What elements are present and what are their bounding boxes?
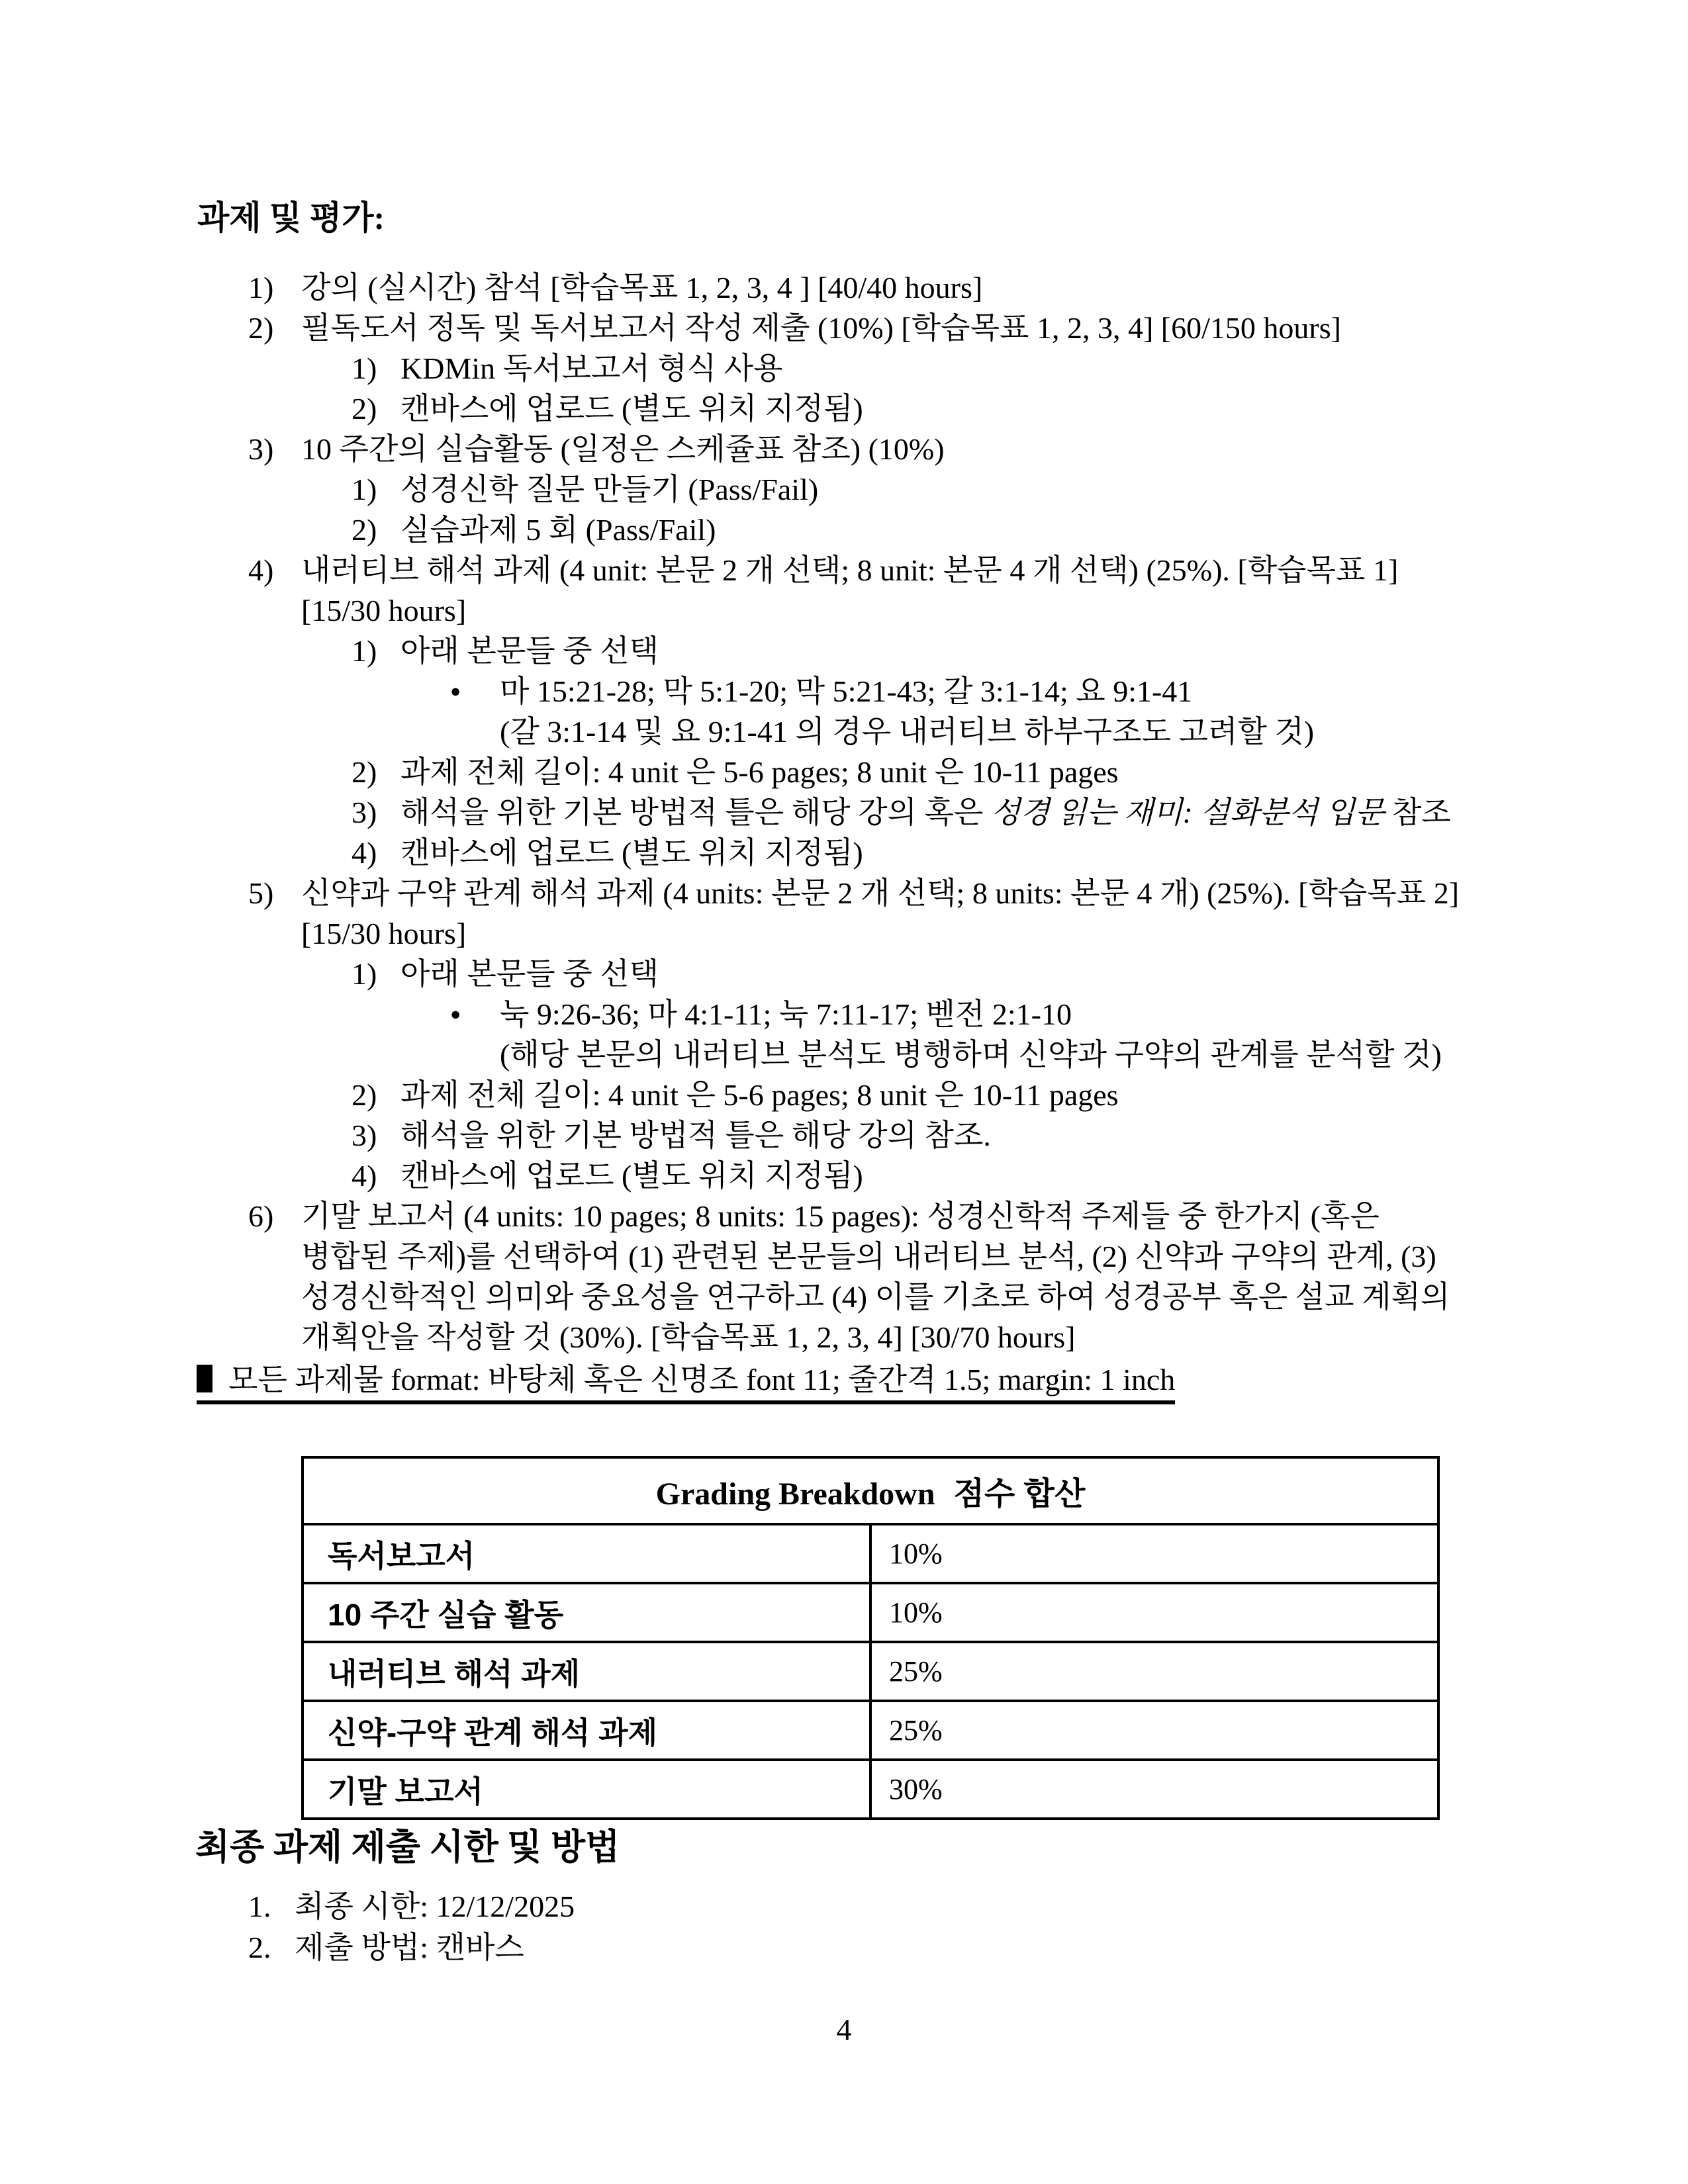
final-list-item [195,1886,575,1927]
table-header-row [303,1457,1438,1524]
list-text: KDMin 독서보고서 형식 사용 [400,351,783,385]
list-line [195,308,1459,348]
list-text: 필독도서 정독 및 독서보고서 작성 제출 (10%) [학습목표 1, 2, 3, 4] [60/150 hours] [301,311,1341,345]
list-line [195,631,1459,671]
table-header-ko: 점수 합산 [953,1477,1086,1512]
list-line [195,429,1459,469]
list-text: 참조 [1384,796,1451,829]
list-marker: 3) [248,432,274,466]
table-row [303,1642,1438,1701]
list-text: 실습과제 5 회 (Pass/Fail) [400,513,716,547]
list-text: 기말 보고서 (4 units: 10 pages; 8 units: 15 pages): 성경신학적 주제들 중 한가지 (혹은 [301,1199,1380,1233]
row-label: 10 주간 실습 활동 [303,1583,870,1642]
row-label: 기말 보고서 [303,1760,870,1819]
list-text: 아래 본문들 중 선택 [400,957,659,991]
list-line [195,550,1459,590]
list-marker: 2) [352,755,377,789]
list-marker: 5) [248,876,274,910]
list-line [195,954,1459,994]
list-line-bullet [195,994,1459,1034]
list-text: 과제 전체 길이: 4 unit 은 5-6 pages; 8 unit 은 10-11 pages [400,755,1119,789]
list-marker: 2. [248,1931,271,1964]
list-line [195,1115,1459,1156]
final-list [195,1886,575,1968]
list-text: 캔바스에 업로드 (별도 위치 지정됨) [400,1159,863,1193]
list-marker: 6) [248,1199,274,1233]
list-line-continuation [195,711,1459,752]
list-line [195,1196,1459,1236]
assignment-list [195,267,1459,1357]
list-text: 캔바스에 업로드 (별도 위치 지정됨) [400,392,863,426]
bullet-icon: ● [450,681,461,701]
table-header-en: Grading Breakdown [655,1477,935,1512]
list-text: 과제 전체 길이: 4 unit 은 5-6 pages; 8 unit 은 10-11 pages [400,1078,1119,1112]
list-line [195,792,1459,833]
book-title-italic: 성경 읽는 재미: 설화분석 입문 [990,796,1385,829]
table-row [303,1701,1438,1760]
list-line [195,752,1459,792]
list-marker: 4) [352,1159,377,1193]
list-marker: 2) [352,392,377,426]
list-text: 성경신학 질문 만들기 (Pass/Fail) [400,473,819,506]
final-list-item [195,1927,575,1968]
list-text: 병합된 주제)를 선택하여 (1) 관련된 본문들의 내러티브 분석, (2) 신약과 구약의 관계, (3) [301,1240,1436,1273]
table-header [303,1457,1438,1524]
list-marker: 2) [352,513,377,547]
list-line-continuation [195,1317,1459,1357]
table-row [303,1583,1438,1642]
format-note-text: 모든 과제물 format: 바탕체 혹은 신명조 font 11; 줄간격 1.5; margin: 1 inch [228,1363,1176,1396]
list-text: 최종 시한: 12/12/2025 [295,1889,575,1923]
list-marker: 1) [248,271,274,304]
table-row [303,1524,1438,1583]
table-row [303,1760,1438,1819]
list-line-continuation [195,590,1459,631]
list-text: (갈 3:1-14 및 요 9:1-41 의 경우 내러티브 하부구조도 고려할 것) [500,715,1315,749]
final-section-heading: 최종 과제 제출 시한 및 방법 [195,1827,620,1867]
list-line-continuation [195,913,1459,954]
list-marker: 4) [248,553,274,587]
list-text: 눅 9:26-36; 마 4:1-11; 눅 7:11-17; 벧전 2:1-10 [500,997,1072,1031]
list-text: 10 주간의 실습활동 (일정은 스케쥴표 참조) (10%) [301,432,945,466]
list-line [195,833,1459,873]
list-text: 아래 본문들 중 선택 [400,634,659,668]
list-line-continuation [195,1034,1459,1075]
list-text: 해석을 위한 기본 방법적 틀은 해당 강의 혹은 [400,796,991,829]
row-label: 내러티브 해석 과제 [303,1642,870,1701]
list-line [195,469,1459,510]
list-text: 강의 (실시간) 참석 [학습목표 1, 2, 3, 4 ] [40/40 hours] [301,271,983,304]
list-text: [15/30 hours] [301,917,467,950]
row-label: 신약-구약 관계 해석 과제 [303,1701,870,1760]
list-marker: 1) [352,634,377,668]
row-weight: 10% [870,1583,1438,1642]
row-weight: 25% [870,1701,1438,1760]
square-bullet-icon [197,1365,212,1392]
grading-table [301,1456,1440,1820]
list-line [195,1156,1459,1196]
list-marker: 2) [352,1078,377,1112]
list-line [195,1075,1459,1115]
list-text: 캔바스에 업로드 (별도 위치 지정됨) [400,836,863,870]
list-marker: 3) [352,1118,377,1152]
list-line-continuation [195,1236,1459,1277]
list-line [195,873,1459,913]
list-marker: 1. [248,1889,271,1923]
list-text: 마 15:21-28; 막 5:1-20; 막 5:21-43; 갈 3:1-14; 요 9:1-41 [500,674,1193,708]
list-marker: 2) [248,311,274,345]
list-text: 해석을 위한 기본 방법적 틀은 해당 강의 참조. [400,1118,991,1152]
list-line-continuation [195,1277,1459,1317]
format-note [197,1363,1175,1404]
list-text: 내러티브 해석 과제 (4 unit: 본문 2 개 선택; 8 unit: 본문 4 개 선택) (25%). [학습목표 1] [301,553,1399,587]
bullet-icon: ● [450,1004,461,1024]
list-text: 제출 방법: 캔바스 [295,1931,524,1964]
list-line [195,388,1459,429]
list-marker: 3) [352,796,377,829]
page-number: 4 [836,2013,852,2046]
list-line [195,267,1459,308]
section-title: 과제 및 평가: [197,199,385,236]
list-marker: 1) [352,957,377,991]
list-line [195,348,1459,388]
list-marker: 1) [352,473,377,506]
list-text: [15/30 hours] [301,594,467,627]
list-line-bullet [195,671,1459,711]
row-weight: 10% [870,1524,1438,1583]
row-weight: 25% [870,1642,1438,1701]
list-line [195,510,1459,550]
list-marker: 1) [352,351,377,385]
list-marker: 4) [352,836,377,870]
list-text: 신약과 구약 관계 해석 과제 (4 units: 본문 2 개 선택; 8 units: 본문 4 개) (25%). [학습목표 2] [301,876,1460,910]
list-text: 개획안을 작성할 것 (30%). [학습목표 1, 2, 3, 4] [30/70 hours] [301,1320,1076,1354]
row-weight: 30% [870,1760,1438,1819]
list-text: (해당 본문의 내러티브 분석도 병행하며 신약과 구약의 관계를 분석할 것) [500,1038,1442,1071]
row-label: 독서보고서 [303,1524,870,1583]
list-text: 성경신학적인 의미와 중요성을 연구하고 (4) 이를 기초로 하여 성경공부 혹은 설교 계획의 [301,1280,1450,1314]
